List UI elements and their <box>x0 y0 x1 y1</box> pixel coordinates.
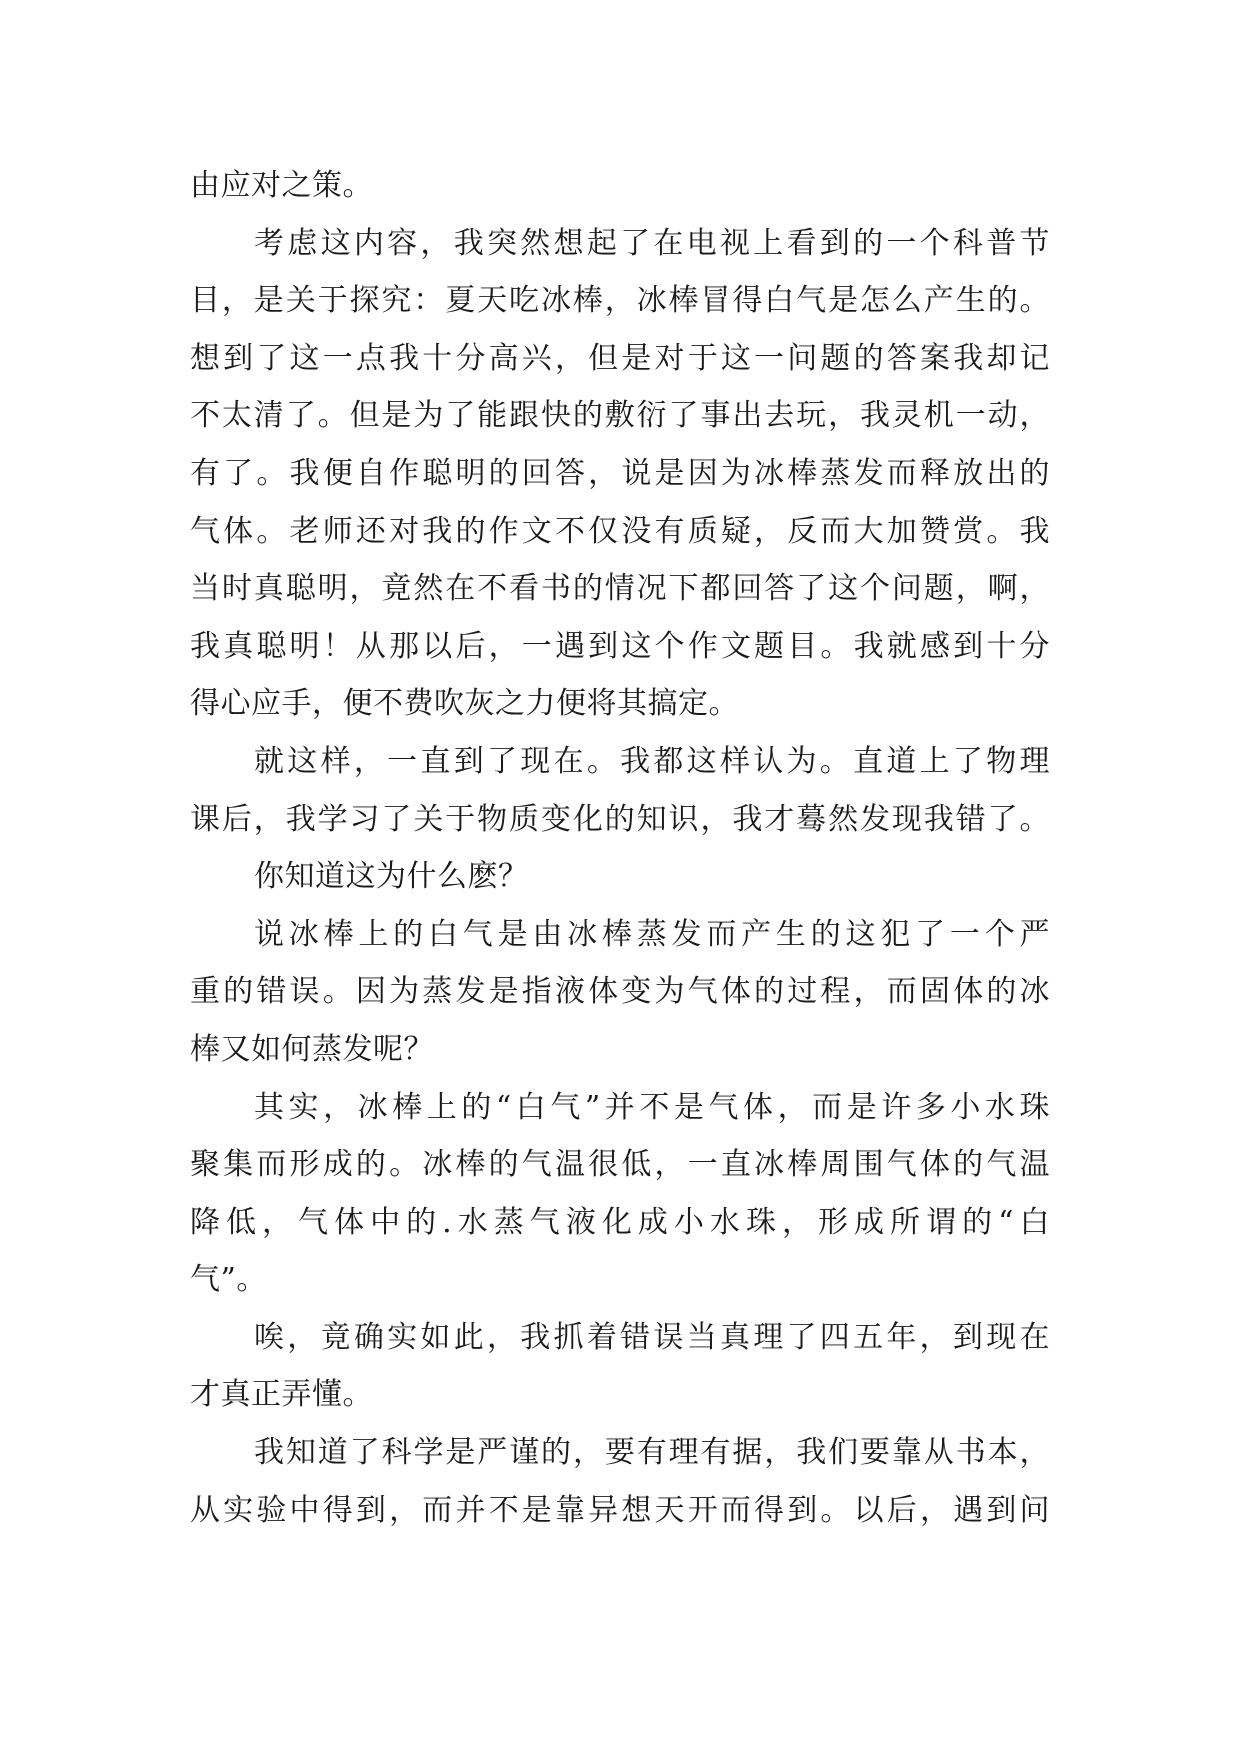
text-line: 想到了这一点我十分高兴，但是对于这一问题的答案我却记 <box>190 340 1050 376</box>
text-line: 说冰棒上的白气是由冰棒蒸发而产生的这犯了一个严 <box>254 916 1050 952</box>
text-line: 聚集而形成的。冰棒的气温很低，一直冰棒周围气体的气温 <box>190 1147 1050 1183</box>
text-line: 从实验中得到，而并不是靠异想天开而得到。以后，遇到问 <box>190 1492 1050 1528</box>
text-line: 考虑这内容，我突然想起了在电视上看到的一个科普节 <box>254 225 1050 261</box>
text-line: 当时真聪明，竟然在不看书的情况下都回答了这个问题，啊， <box>190 571 1050 607</box>
text-line: 气”。 <box>190 1262 267 1298</box>
text-line: 气体。老师还对我的作文不仅没有质疑，反而大加赞赏。我 <box>190 513 1050 549</box>
text-line: 得心应手，便不费吹灰之力便将其搞定。 <box>190 686 739 722</box>
text-line: 棒又如何蒸发呢？ <box>190 1031 434 1067</box>
text-line: 有了。我便自作聪明的回答，说是因为冰棒蒸发而释放出的 <box>190 455 1050 491</box>
text-line: 由应对之策。 <box>190 168 373 203</box>
text-line: 就这样，一直到了现在。我都这样认为。直道上了物理 <box>254 743 1050 779</box>
text-line: 才真正弄懂。 <box>190 1377 373 1413</box>
document-body <box>190 157 1050 1539</box>
text-line: 重的错误。因为蒸发是指液体变为气体的过程，而固体的冰 <box>190 974 1050 1010</box>
text-line: 课后，我学习了关于物质变化的知识，我才蓦然发现我错了。 <box>190 801 1050 837</box>
text-line: 不太清了。但是为了能跟快的敷衍了事出去玩，我灵机一动， <box>190 398 1050 434</box>
text-line: 降低，气体中的.水蒸气液化成小水珠，形成所谓的“白 <box>190 1204 1050 1240</box>
text-line: 目，是关于探究：夏天吃冰棒，冰棒冒得白气是怎么产生的。 <box>190 283 1050 319</box>
text-line: 你知道这为什么麽？ <box>254 859 529 895</box>
text-line: 我知道了科学是严谨的，要有理有据，我们要靠从书本， <box>254 1435 1050 1471</box>
text-line: 唉，竟确实如此，我抓着错误当真理了四五年，到现在 <box>254 1319 1050 1355</box>
text-line: 其实，冰棒上的“白气”并不是气体，而是许多小水珠 <box>254 1089 1050 1125</box>
text-line: 我真聪明！从那以后，一遇到这个作文题目。我就感到十分 <box>190 628 1050 664</box>
